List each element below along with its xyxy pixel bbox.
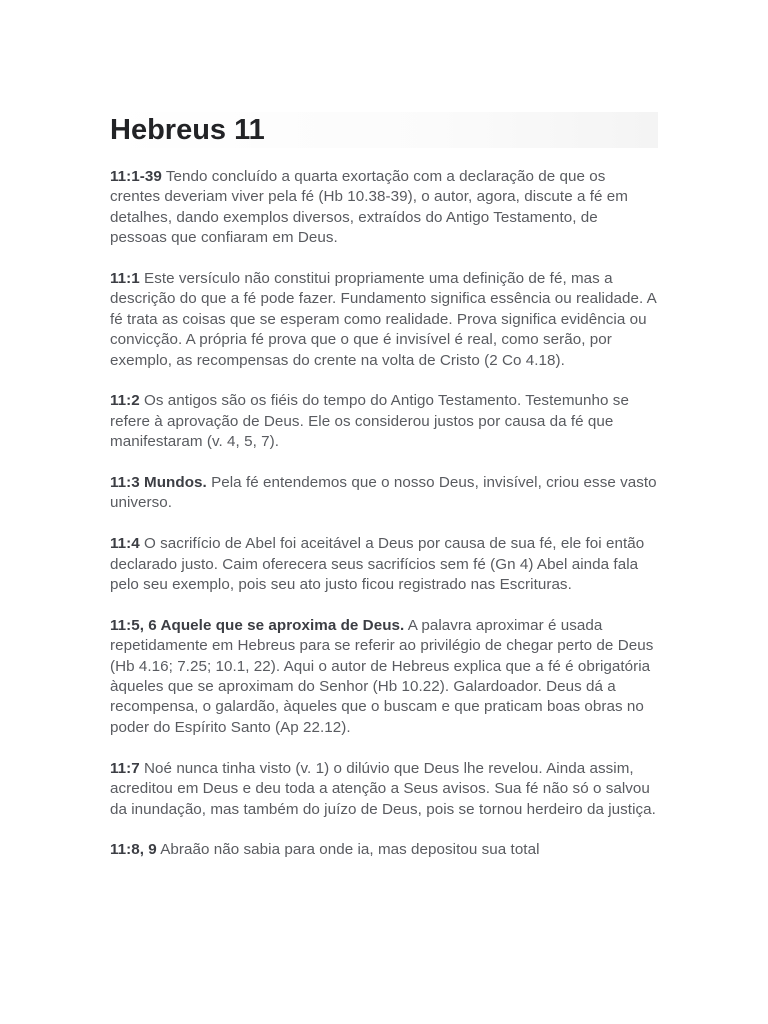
verse-reference: 11:4 <box>110 535 140 553</box>
verse-reference: 11:5, 6 Aquele que se aproxima de Deus. <box>110 616 405 634</box>
paragraph-11-7 <box>110 759 658 820</box>
paragraph-text: O sacrifício de Abel foi aceitável a Deus por causa de sua fé, ele foi então declarado justo. Caim oferecera seus sacrifícios sem fé (Gn 4) Abel ainda fala pelo seu exemplo, pois seu ato justo ficou registrado nas Escrituras. <box>110 535 645 594</box>
verse-reference: 11:1 <box>110 270 140 288</box>
paragraph-text: Pela fé entendemos que o nosso Deus, invisível, criou esse vasto universo. <box>110 474 657 512</box>
paragraph-text: A palavra aproximar é usada repetidamente em Hebreus para se referir ao privilégio de chegar perto de Deus (Hb 4.16; 7.25; 10.1, 22). Aqui o autor de Hebreus explica que a fé é obrigatória àqueles que se aproximam do Senhor (Hb 10.22). Galardoador. Deus dá a recompensa, o galardão, àqueles que o buscam e que praticam boas obras no poder do Espírito Santo (Ap 22.12). <box>110 616 654 736</box>
paragraph-11-3 <box>110 473 658 514</box>
paragraph-11-1-39 <box>110 167 658 249</box>
page-title: Hebreus 11 <box>110 112 658 148</box>
paragraph-11-1 <box>110 269 658 371</box>
paragraph-11-8-9 <box>110 840 658 860</box>
paragraph-text: Os antigos são os fiéis do tempo do Antigo Testamento. Testemunho se refere à aprovação de Deus. Ele os considerou justos por causa da fé que manifestaram (v. 4, 5, 7). <box>110 392 629 451</box>
verse-reference: 11:8, 9 <box>110 841 157 859</box>
paragraph-text: Abraão não sabia para onde ia, mas depositou sua total <box>156 841 540 859</box>
verse-reference: 11:2 <box>110 392 140 410</box>
paragraph-11-5-6 <box>110 616 658 738</box>
verse-reference: 11:7 <box>110 759 140 777</box>
verse-reference: 11:1-39 <box>110 168 162 185</box>
paragraph-11-2 <box>110 391 658 452</box>
paragraph-11-4 <box>110 534 658 595</box>
paragraph-text: Tendo concluído a quarta exortação com a declaração de que os crentes deveriam viver pela fé (Hb 10.38-39), o autor, agora, discute a fé em detalhes, dando exemplos diversos, extraídos do Antigo Testamento, de pessoas que confiaram em Deus. <box>110 168 628 247</box>
verse-reference: 11:3 Mundos. <box>110 474 207 492</box>
paragraph-text: Este versículo não constitui propriamente uma definição de fé, mas a descrição do que a fé pode fazer. Fundamento significa essência ou realidade. A fé trata as coisas que se esperam como realidade. Prova significa evidência ou convicção. A própria fé prova que o que é invisível é real, como serão, por exemplo, as recompensas do crente na volta de Cristo (2 Co 4.18). <box>110 270 656 369</box>
paragraph-text: Noé nunca tinha visto (v. 1) o dilúvio que Deus lhe revelou. Ainda assim, acreditou em Deus e deu toda a atenção a Seus avisos. Sua fé não só o salvou da inundação, mas também do juízo de Deus, pois se tornou herdeiro da justiça. <box>110 759 656 818</box>
document-page <box>110 112 658 881</box>
